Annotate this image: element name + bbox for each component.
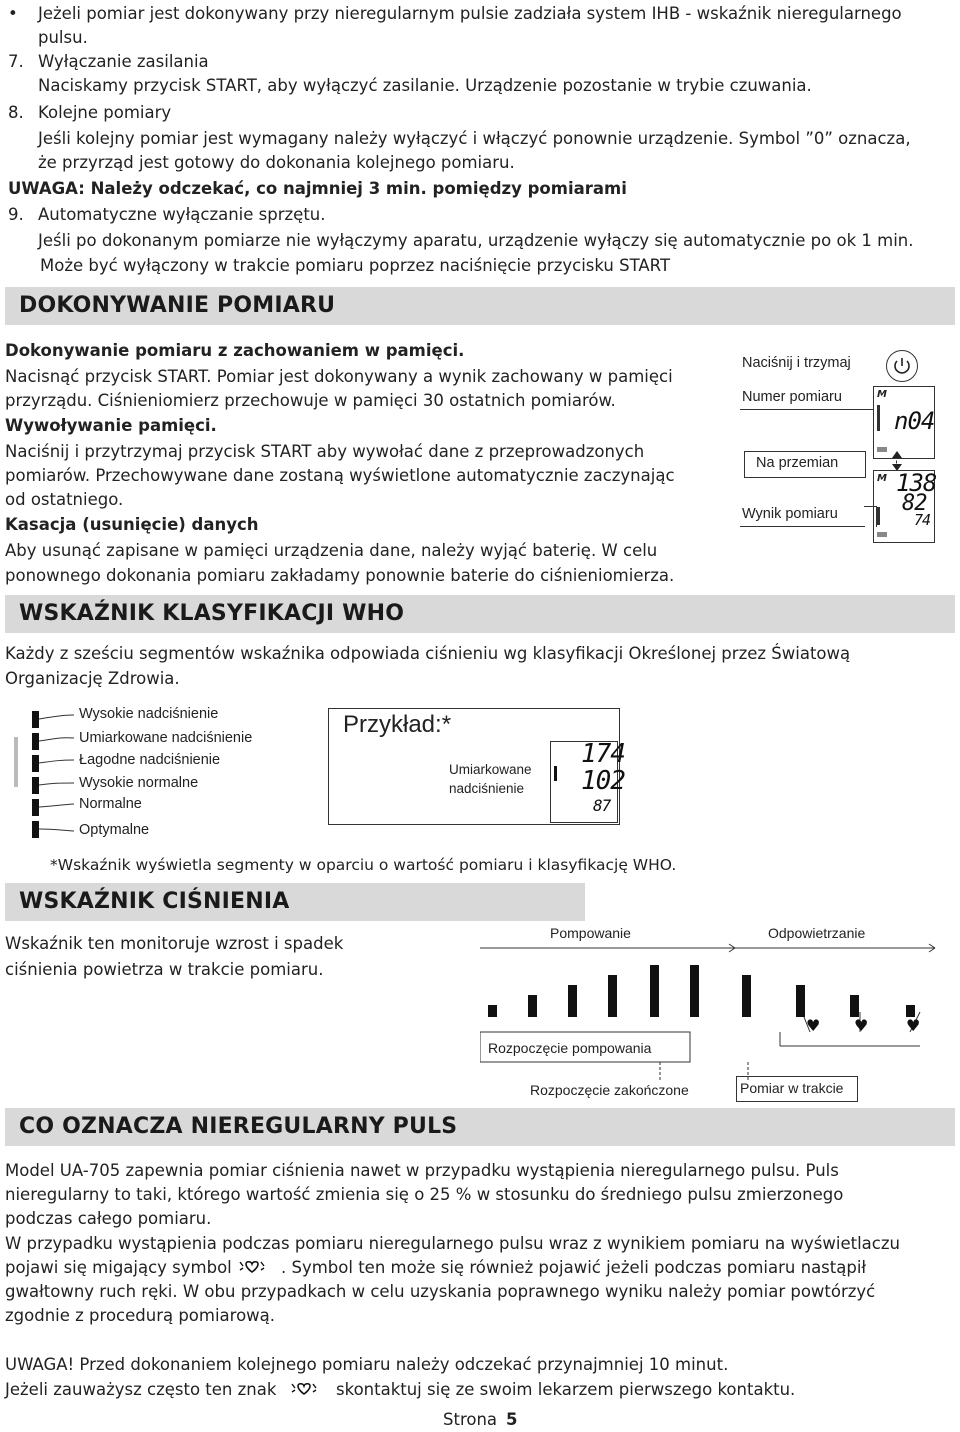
- example-diastolic: 102: [581, 766, 625, 796]
- battery-icon: [877, 447, 887, 452]
- irregular-text-line7: zgodnie z procedurą pomiarową.: [5, 1306, 276, 1325]
- press-hold-label: Naciśnij i trzymaj: [742, 355, 851, 371]
- example-lcd: [550, 739, 625, 823]
- gauge-bar: [690, 965, 699, 1017]
- delete-text-line2: ponownego dokonania pomiaru zakładamy ponownie baterie do ciśnieniomierza.: [5, 566, 675, 585]
- example-title: Przykład:*: [343, 711, 452, 738]
- inflating-done-label: Rozpoczęcie zakończone: [530, 1082, 689, 1098]
- irregular-text-line3: podczas całego pomiaru.: [5, 1209, 212, 1228]
- who-level-6: Optymalne: [79, 822, 150, 838]
- gauge-bar: [608, 975, 617, 1017]
- who-level-5: Normalne: [79, 796, 142, 812]
- who-bar-icon-2: [877, 507, 885, 525]
- item7-text: Naciskamy przycisk START, aby wyłączyć zasilanie. Urządzenie pozostanie w trybie czuwania.: [38, 76, 812, 95]
- heart-icon: ♥: [806, 1016, 821, 1035]
- recall-title: Wywoływanie pamięci.: [5, 416, 217, 435]
- deflating-label: Odpowietrzanie: [768, 925, 866, 941]
- irregular-heading-bar: [5, 1108, 955, 1146]
- page-label: Strona: [443, 1410, 498, 1429]
- irregular-text-line6: gwałtowny ruch ręki. W obu przypadkach w celu uzyskania poprawnego wyniku należy pomiar powtórzyć: [5, 1282, 876, 1301]
- item8-number: 8.: [8, 103, 24, 122]
- connector-line-2: [864, 506, 877, 527]
- page-number: 5: [506, 1410, 518, 1429]
- who-example-box: [328, 708, 625, 825]
- item9-title: Automatyczne wyłączanie sprzętu.: [38, 205, 326, 224]
- pressure-heading: WSKAŹNIK CIŚNIENIA: [19, 889, 290, 914]
- irregular-warning: UWAGA! Przed dokonaniem kolejnego pomiaru należy odczekać przynajmniej 10 minut.: [5, 1355, 729, 1374]
- irregular-text-line5a: pojawi się migający symbol: [5, 1258, 232, 1277]
- lcd-memory-number: [873, 386, 935, 459]
- who-bar-icon: [877, 405, 885, 431]
- irregular-heartbeat-icon: [290, 1380, 330, 1400]
- item9-number: 9.: [8, 205, 24, 224]
- pressure-heading-bar: [5, 883, 585, 921]
- item7-title: Wyłączanie zasilania: [38, 52, 209, 71]
- irregular-heartbeat-icon: [238, 1258, 278, 1278]
- who-legend-lines: [14, 703, 84, 841]
- start-inflating-label: Rozpoczęcie pompowania: [488, 1040, 652, 1056]
- lcd-result: [873, 470, 935, 543]
- heart-icon: ♥: [906, 1016, 921, 1035]
- item7-number: 7.: [8, 52, 24, 71]
- who-heading-bar: [5, 595, 955, 633]
- measurement-heading-bar: [5, 287, 955, 325]
- ihb-text-line2: pulsu.: [38, 28, 88, 47]
- bullet: •: [8, 4, 18, 23]
- memory-m-icon: M: [877, 389, 887, 400]
- example-pulse: 87: [593, 796, 611, 815]
- item8-text-line1: Jeśli kolejny pomiar jest wymagany należy wyłączyć i włączyć ponownie urządzenie. Symbol ”0” oznacza,: [38, 129, 911, 148]
- item8-text-line2: że przyrząd jest gotowy do dokonania kolejnego pomiaru.: [38, 153, 515, 172]
- inflating-label: Pompowanie: [550, 925, 631, 941]
- gauge-bar: [850, 995, 859, 1017]
- item9-text-line1: Jeśli po dokonanym pomiarze nie wyłączymy aparatu, urządzenie wyłączy się automatycznie po ok 1 min.: [38, 231, 914, 250]
- who-text-line2: Organizację Zdrowia.: [5, 669, 180, 688]
- label-underline: [740, 409, 865, 410]
- memory-text-line2: przyrządu. Ciśnieniomierz przechowuje w pamięci 30 ostatnich pomiarów.: [5, 391, 616, 410]
- delete-text-line1: Aby usunąć zapisane w pamięci urządzenia dane, należy wyjąć baterię. W celu: [5, 541, 658, 560]
- example-who-segment-icon: [554, 766, 562, 781]
- gauge-bar: [528, 995, 537, 1017]
- recall-text-line1: Naciśnij i przytrzymaj przycisk START aby wywołać dane z przeprowadzonych: [5, 442, 645, 461]
- item9-text-line2: Może być wyłączony w trakcie pomiaru poprzez naciśnięcie przycisku START: [40, 256, 671, 275]
- pressure-text-line2: ciśnienia powietrza w trakcie pomiaru.: [5, 960, 324, 979]
- memory-title: Dokonywanie pomiaru z zachowaniem w pamięci.: [5, 341, 465, 360]
- who-level-3: Łagodne nadciśnienie: [79, 752, 221, 768]
- measuring-label: Pomiar w trakcie: [740, 1080, 844, 1096]
- gauge-bar: [488, 1005, 497, 1017]
- delete-title: Kasacja (usunięcie) danych: [5, 515, 259, 534]
- recall-text-line3: od ostatniego.: [5, 490, 124, 509]
- power-button-icon: [886, 350, 918, 382]
- alternating-label: Na przemian: [756, 455, 839, 471]
- gauge-bar: [796, 985, 805, 1017]
- irregular-text-line2: nieregularny to taki, którego wartość zmienia się o 25 % w stosunku do średniego pulsu zmierzonego: [5, 1185, 844, 1204]
- example-label-line1: Umiarkowane: [449, 762, 532, 777]
- who-level-4: Wysokie normalne: [79, 775, 199, 791]
- diastolic-display: 82: [902, 491, 927, 516]
- who-level-2: Umiarkowane nadciśnienie: [79, 730, 253, 746]
- gauge-bar: [568, 985, 577, 1017]
- gauge-bar: [650, 965, 659, 1017]
- item8-title: Kolejne pomiary: [38, 103, 172, 122]
- wait-warning: UWAGA: Należy odczekać, co najmniej 3 min. pomiędzy pomiarami: [8, 179, 627, 198]
- memory-text-line1: Nacisnąć przycisk START. Pomiar jest dokonywany a wynik zachowany w pamięci: [5, 367, 673, 386]
- irregular-heading: CO OZNACZA NIEREGULARNY PULS: [19, 1114, 458, 1139]
- recall-text-line2: pomiarów. Przechowywane dane zostaną wyświetlone automatycznie zaczynając: [5, 466, 675, 485]
- measurement-heading: DOKONYWANIE POMIARU: [19, 293, 336, 318]
- systolic-display: 138: [896, 469, 937, 497]
- irregular-text-line5b: . Symbol ten może się również pojawić jeżeli podczas pomiaru nastąpił: [281, 1258, 867, 1277]
- arrow-up-icon: [892, 451, 902, 458]
- example-systolic: 174: [581, 739, 625, 769]
- label-underline-2: [740, 526, 865, 527]
- gauge-bar: [742, 975, 751, 1017]
- pulse-display: 74: [914, 511, 931, 529]
- pressure-text-line1: Wskaźnik ten monitoruje wzrost i spadek: [5, 934, 344, 953]
- battery-icon-2: [877, 532, 887, 537]
- irregular-text-line1: Model UA-705 zapewnia pomiar ciśnienia nawet w przypadku wystąpienia nieregularnego pulsu. Puls: [5, 1161, 839, 1180]
- who-heading: WSKAŹNIK KLASYFIKACJI WHO: [19, 601, 405, 626]
- result-label: Wynik pomiaru: [742, 506, 838, 522]
- memory-number-display: n04: [894, 407, 935, 435]
- example-label-line2: nadciśnienie: [449, 781, 525, 796]
- who-text-line1: Każdy z sześciu segmentów wskaźnika odpowiada ciśnieniu wg klasyfikacji Określonej przez Światową: [5, 644, 851, 663]
- irregular-text-line8a: Jeżeli zauważysz często ten znak: [5, 1380, 277, 1399]
- measure-number-label: Numer pomiaru: [742, 389, 842, 405]
- irregular-text-line4: W przypadku wystąpienia podczas pomiaru nieregularnego pulsu wraz z wynikiem pomiaru na wyświetlaczu: [5, 1234, 900, 1253]
- who-note: *Wskaźnik wyświetla segmenty w oparciu o wartość pomiaru i klasyfikację WHO.: [50, 856, 677, 874]
- irregular-text-line8b: skontaktuj się ze swoim lekarzem pierwszego kontaktu.: [336, 1380, 796, 1399]
- heart-icon: ♥: [854, 1016, 869, 1035]
- ihb-text-line1: Jeżeli pomiar jest dokonywany przy nieregularnym pulsie zadziała system IHB - wskaźnik nieregularnego: [38, 4, 902, 23]
- who-level-1: Wysokie nadciśnienie: [79, 706, 219, 722]
- memory-m-icon-2: M: [877, 473, 887, 484]
